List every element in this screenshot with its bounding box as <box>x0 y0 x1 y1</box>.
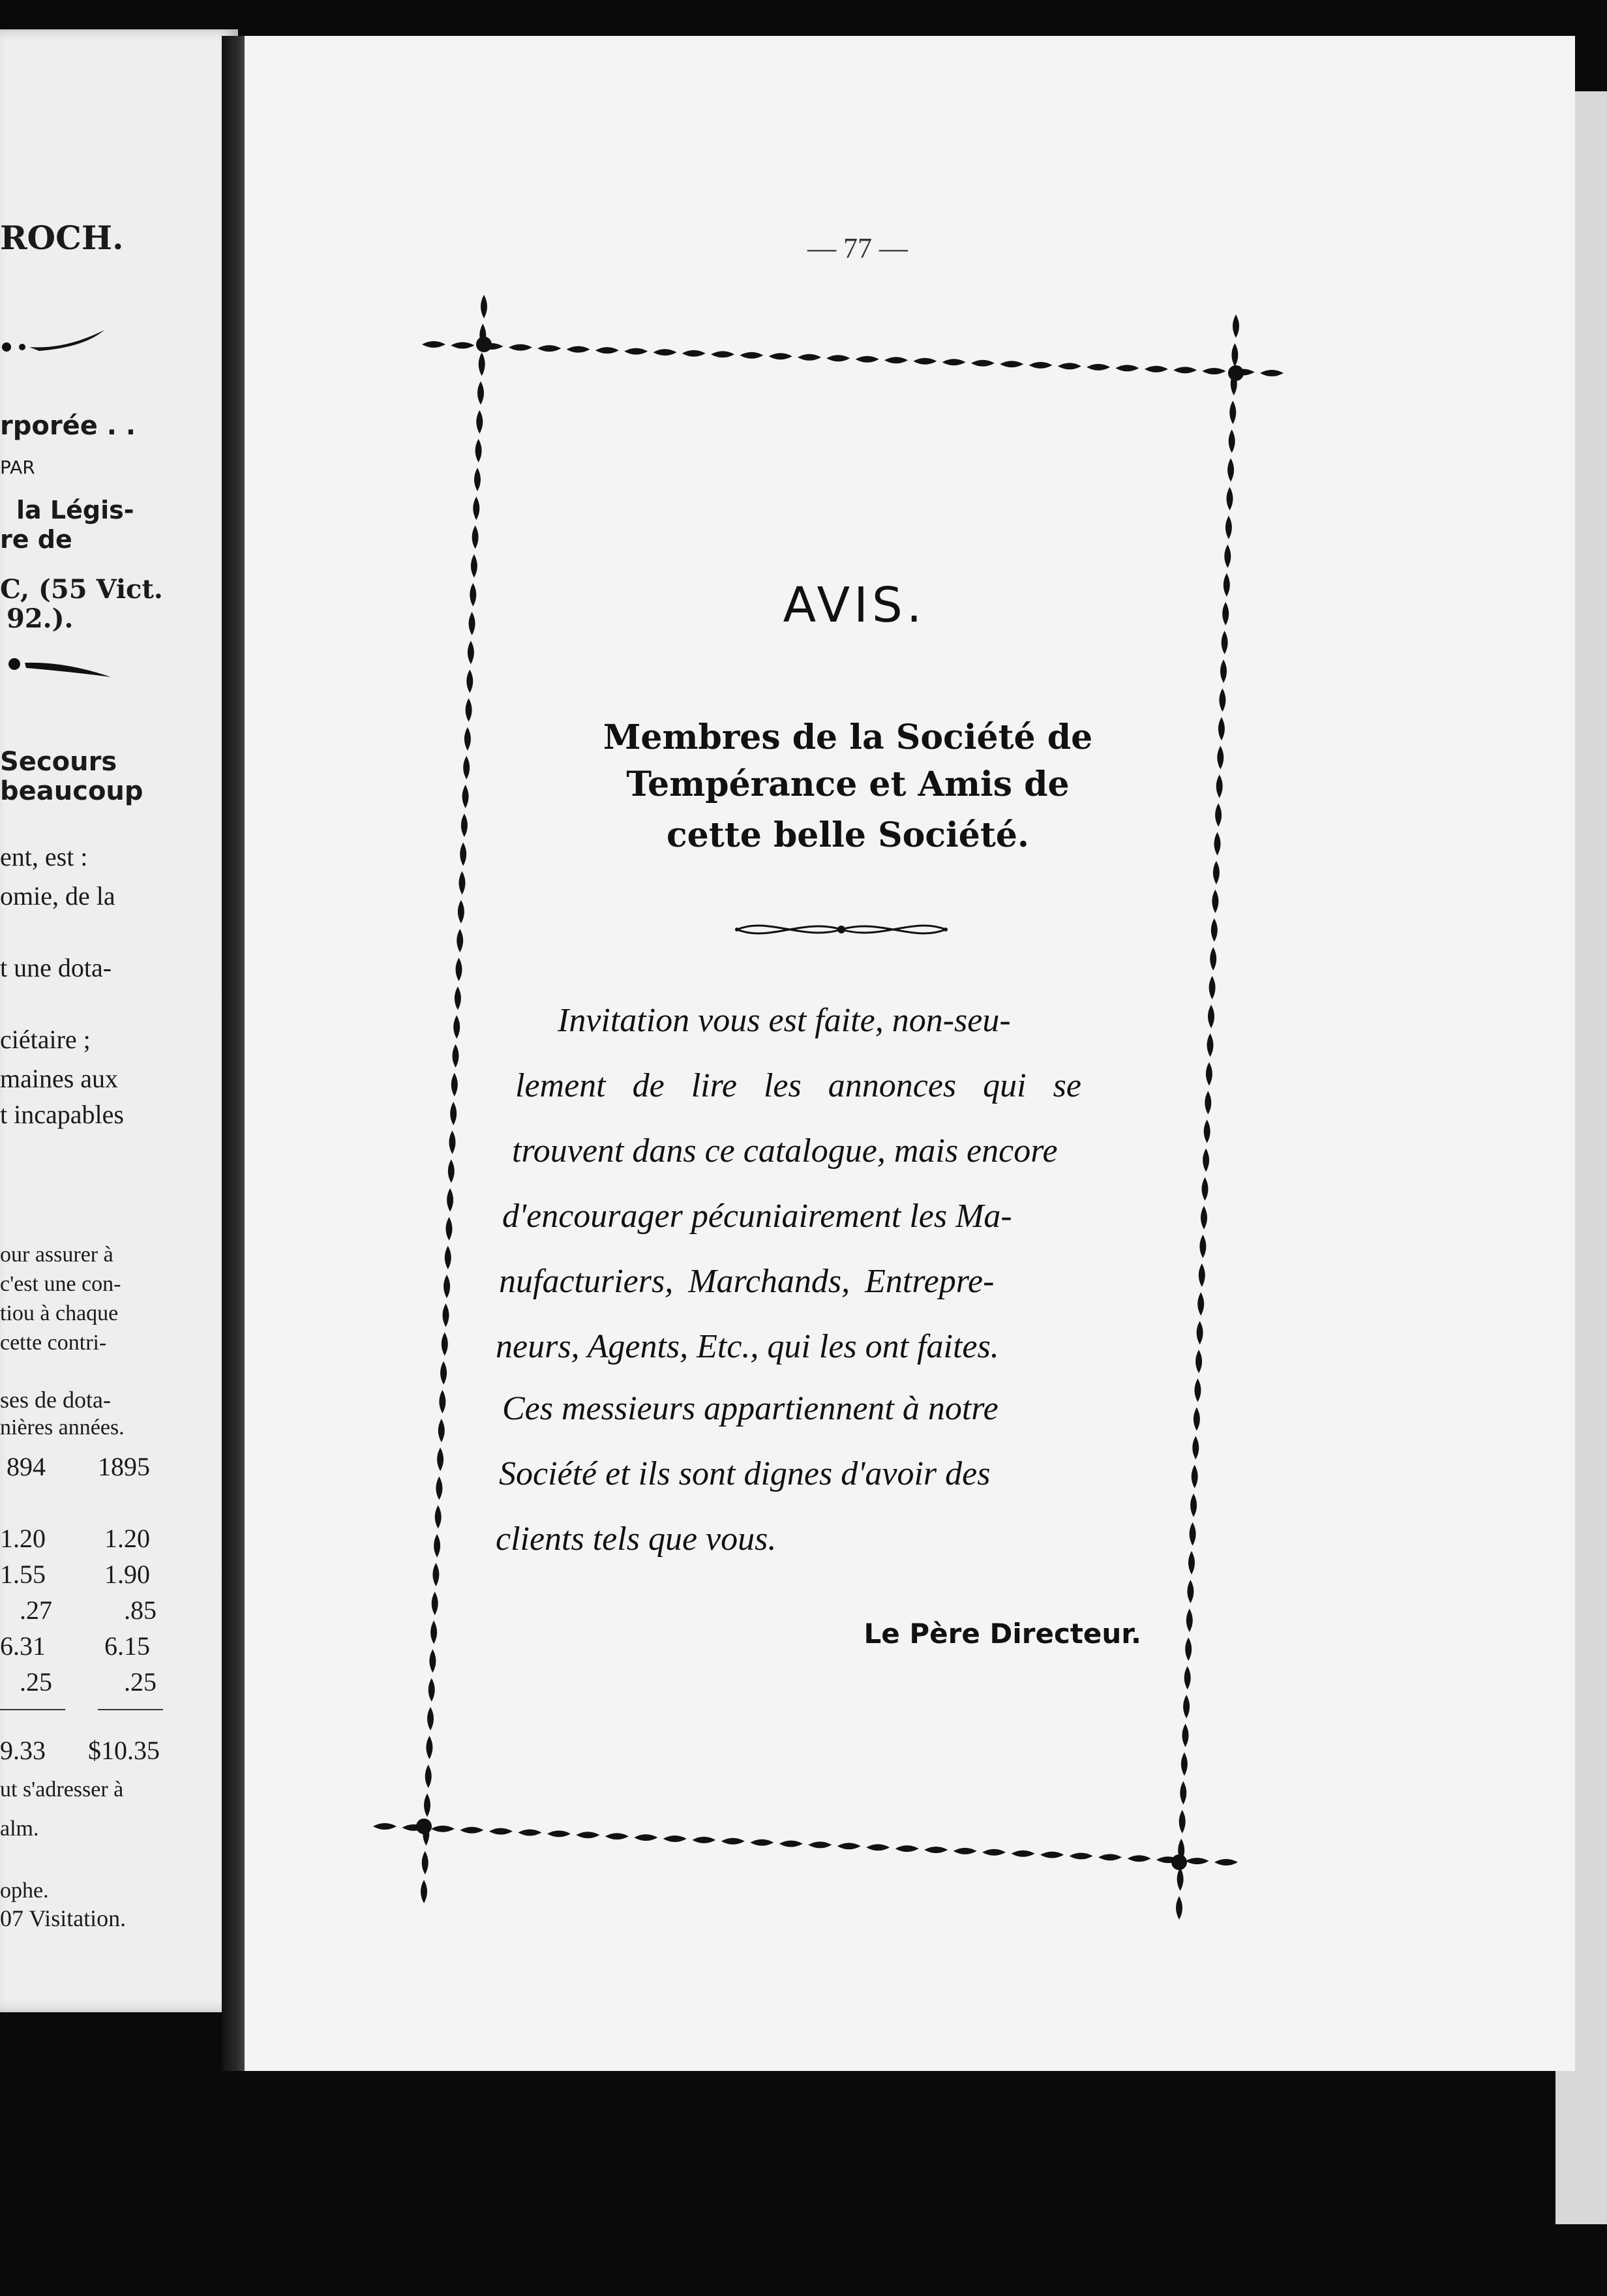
notice-title: AVIS. <box>783 577 926 633</box>
border-diamond <box>429 1650 436 1673</box>
border-diamond <box>924 1847 948 1853</box>
body-text-line: lement de lire les annonces qui se <box>515 1067 1081 1104</box>
body-text-line: nufacturiers, Marchands, Entrepre- <box>499 1263 995 1300</box>
border-diamond <box>443 1275 450 1298</box>
border-diamond <box>373 1823 397 1830</box>
left-line: 9.33 <box>0 1736 46 1765</box>
border-corner-dot <box>1171 1854 1187 1870</box>
left-line: ent, est : <box>0 842 88 871</box>
border-diamond <box>428 1678 435 1702</box>
border-diamond <box>446 1217 453 1241</box>
border-diamond <box>982 1849 1006 1856</box>
border-diamond <box>1207 1033 1214 1057</box>
border-diamond <box>1181 1753 1188 1776</box>
border-diamond <box>692 1837 715 1843</box>
border-diamond <box>451 1073 458 1096</box>
border-diamond <box>837 1843 861 1849</box>
border-diamond <box>470 583 476 607</box>
border-diamond <box>447 1188 453 1212</box>
border-diamond <box>624 348 648 355</box>
border-diamond <box>489 1828 513 1835</box>
left-line: cette contri- <box>0 1331 107 1355</box>
border-diamond <box>1209 976 1216 999</box>
border-diamond <box>826 355 850 361</box>
border-diamond <box>459 871 466 895</box>
border-diamond <box>440 1361 447 1385</box>
border-diamond <box>1000 361 1023 367</box>
border-diamond <box>1233 314 1239 338</box>
border-diamond <box>1229 400 1236 424</box>
border-diamond <box>1188 1551 1195 1575</box>
border-diamond <box>1179 1810 1186 1834</box>
border-diamond <box>1176 1896 1182 1920</box>
border-diamond <box>1214 832 1221 856</box>
border-diamond <box>422 1851 428 1875</box>
border-diamond <box>443 1303 449 1327</box>
border-diamond <box>1187 1580 1194 1603</box>
border-diamond <box>463 756 470 779</box>
border-diamond <box>1098 1854 1122 1860</box>
left-line: omie, de la <box>0 881 115 911</box>
border-diamond <box>547 1830 571 1837</box>
left-line: rporée . . <box>0 411 136 441</box>
left-line: alm. <box>0 1817 39 1841</box>
border-corner-dot <box>1228 365 1244 381</box>
border-diamond <box>1211 918 1218 942</box>
border-diamond <box>711 351 734 357</box>
border-diamond <box>567 346 590 353</box>
border-diamond <box>1202 1177 1209 1201</box>
border-diamond <box>634 1834 657 1841</box>
border-diamond <box>1213 861 1220 884</box>
left-line: 1895 <box>98 1452 150 1481</box>
border-diamond <box>469 612 475 635</box>
border-diamond <box>460 1827 483 1834</box>
subtitle-line: cette belle Société. <box>666 815 1030 855</box>
body-text-line: clients tels que vous. <box>496 1520 777 1558</box>
border-diamond <box>1195 1350 1202 1373</box>
border-diamond <box>509 344 532 351</box>
border-diamond <box>895 1845 919 1852</box>
border-diamond <box>1012 1850 1035 1857</box>
border-diamond <box>426 1736 432 1759</box>
border-corner-dot <box>476 337 492 352</box>
left-line: 894 <box>7 1452 46 1481</box>
border-diamond <box>1197 1292 1204 1316</box>
border-diamond <box>442 1333 448 1356</box>
border-diamond <box>1058 363 1081 369</box>
border-diamond <box>856 356 879 363</box>
border-diamond <box>450 1102 457 1125</box>
border-diamond <box>466 699 472 722</box>
border-diamond <box>451 342 474 349</box>
border-diamond <box>1218 717 1225 740</box>
border-diamond <box>476 410 483 434</box>
border-diamond <box>1217 746 1224 769</box>
page-number: — 77 — <box>807 232 908 264</box>
left-line: 1.90 <box>104 1560 150 1589</box>
border-diamond <box>1220 659 1227 683</box>
border-diamond <box>1216 775 1223 798</box>
border-diamond <box>468 641 474 664</box>
border-diamond <box>474 468 481 491</box>
border-diamond <box>1182 1724 1189 1747</box>
border-diamond <box>436 1477 442 1500</box>
border-diamond <box>1184 1666 1191 1689</box>
border-diamond <box>1227 459 1234 482</box>
signature: Le Père Directeur. <box>864 1618 1141 1650</box>
border-diamond <box>438 1419 445 1442</box>
border-diamond <box>1215 804 1222 827</box>
border-diamond <box>464 727 471 751</box>
left-line: c'est une con- <box>0 1272 121 1296</box>
border-diamond <box>477 382 484 405</box>
left-line: PAR <box>0 457 35 478</box>
border-diamond <box>1194 1408 1200 1431</box>
border-diamond <box>1227 487 1233 511</box>
border-diamond <box>1190 1494 1197 1517</box>
border-diamond <box>1199 1263 1205 1287</box>
border-diamond <box>479 352 485 376</box>
left-line: our assurer à <box>0 1243 113 1267</box>
border-diamond <box>437 1447 443 1471</box>
border-diamond <box>462 785 469 808</box>
border-diamond <box>1225 516 1232 539</box>
border-diamond <box>1145 366 1168 372</box>
left-line: t incapables <box>0 1100 124 1129</box>
border-diamond <box>1201 1206 1207 1230</box>
border-diamond <box>1190 1522 1196 1546</box>
border-diamond <box>884 357 908 363</box>
border-diamond <box>1192 1465 1198 1488</box>
left-line: beaucoup <box>0 776 143 806</box>
border-diamond <box>913 358 937 365</box>
border-diamond <box>750 1839 773 1846</box>
border-diamond <box>466 669 473 693</box>
border-diamond <box>1128 1855 1151 1862</box>
border-diamond <box>424 1794 430 1817</box>
border-diamond <box>1203 1149 1209 1172</box>
border-diamond <box>481 295 487 318</box>
left-line: ophe. <box>0 1879 49 1903</box>
border-diamond <box>1087 364 1110 370</box>
border-diamond <box>421 1880 427 1903</box>
border-diamond <box>1192 1436 1199 1460</box>
border-diamond <box>457 929 463 952</box>
border-diamond <box>1260 370 1284 376</box>
border-diamond <box>472 526 479 549</box>
border-diamond <box>576 1832 599 1838</box>
border-diamond <box>808 1841 832 1848</box>
border-diamond <box>456 958 462 981</box>
left-line: 1.55 <box>0 1560 46 1589</box>
body-text-line: Invitation vous est faite, non-seu- <box>558 1002 1011 1039</box>
left-line: ses de dota- <box>0 1387 111 1413</box>
left-line: .25 <box>124 1667 157 1697</box>
border-diamond <box>1202 368 1225 374</box>
left-line: 6.31 <box>0 1631 46 1661</box>
border-diamond <box>798 354 821 361</box>
border-diamond <box>458 900 464 924</box>
border-diamond <box>595 347 619 354</box>
border-diamond <box>1219 688 1225 712</box>
border-diamond <box>1229 429 1235 453</box>
border-diamond <box>1224 545 1231 568</box>
border-diamond <box>1206 1062 1212 1085</box>
border-diamond <box>432 1563 439 1586</box>
border-diamond <box>460 843 466 866</box>
border-diamond <box>1183 1695 1190 1718</box>
left-line: .85 <box>124 1595 157 1625</box>
left-line: tiou à chaque <box>0 1301 119 1325</box>
border-diamond <box>435 1505 442 1529</box>
left-line: ciétaire ; <box>0 1025 91 1054</box>
border-diamond <box>471 554 477 578</box>
border-diamond <box>1222 631 1228 654</box>
left-line: 6.15 <box>104 1631 150 1661</box>
border-diamond <box>1195 1378 1201 1402</box>
border-diamond <box>1199 1235 1206 1258</box>
left-line: ut s'adresser à <box>0 1777 124 1802</box>
border-diamond <box>425 1764 432 1788</box>
border-diamond <box>1070 1853 1093 1860</box>
subtitle-line: Membres de la Société de <box>603 718 1093 757</box>
border-diamond <box>942 359 966 365</box>
border-diamond <box>537 345 561 352</box>
border-diamond <box>1186 1609 1193 1632</box>
left-line: nières années. <box>0 1415 125 1440</box>
border-diamond <box>453 1016 460 1039</box>
border-diamond <box>682 350 706 357</box>
border-diamond <box>1210 947 1216 971</box>
border-diamond <box>1173 367 1197 373</box>
border-diamond <box>422 341 445 348</box>
flourish-ornament <box>730 910 952 949</box>
border-diamond <box>1231 343 1238 367</box>
border-diamond <box>971 360 995 367</box>
subtitle-line: Tempérance et Amis de <box>626 764 1070 804</box>
border-diamond <box>430 1620 437 1644</box>
border-diamond <box>473 496 479 520</box>
border-diamond <box>1208 1004 1214 1028</box>
border-diamond <box>605 1833 629 1839</box>
border-diamond <box>1224 573 1230 597</box>
left-line: re de <box>0 525 72 554</box>
border-diamond <box>1212 890 1218 913</box>
left-line: la Légis- <box>16 496 134 524</box>
left-line: .25 <box>20 1667 52 1697</box>
border-diamond <box>1205 1091 1211 1115</box>
border-diamond <box>434 1534 440 1558</box>
border-diamond <box>461 813 468 837</box>
border-diamond <box>1029 362 1053 369</box>
border-corner-dot <box>416 1819 432 1834</box>
left-line: 92.). <box>7 603 74 634</box>
border-diamond <box>448 1160 455 1183</box>
border-diamond <box>449 1130 456 1154</box>
body-text-line: Ces messieurs appartiennent à notre <box>502 1390 999 1427</box>
border-diamond <box>769 353 792 359</box>
body-text-line: trouvent dans ce catalogue, mais encore <box>512 1132 1058 1170</box>
left-line: Secours <box>0 747 117 777</box>
border-diamond <box>779 1841 803 1847</box>
border-diamond <box>1197 1321 1203 1344</box>
border-diamond <box>954 1848 977 1854</box>
border-diamond <box>445 1246 451 1269</box>
left-line: 1.20 <box>104 1524 150 1553</box>
border-diamond <box>866 1844 890 1850</box>
border-diamond <box>721 1838 745 1845</box>
left-line: t une dota- <box>0 953 112 982</box>
border-diamond <box>1222 602 1229 626</box>
border-diamond <box>518 1830 541 1836</box>
body-text-line: d'encourager pécuniairement les Ma- <box>502 1198 1012 1235</box>
border-diamond <box>1115 365 1139 371</box>
border-diamond <box>1185 1637 1192 1661</box>
border-diamond <box>1177 1867 1184 1891</box>
border-diamond <box>1180 1781 1186 1805</box>
border-diamond <box>1040 1852 1064 1858</box>
border-diamond <box>453 1044 459 1068</box>
body-text-line: neurs, Agents, Etc., qui les ont faites. <box>496 1328 999 1365</box>
border-diamond <box>740 352 763 359</box>
border-diamond <box>1186 1858 1209 1864</box>
border-diamond <box>1204 1120 1210 1143</box>
left-line: C, (55 Vict. <box>0 574 163 605</box>
left-line: $10.35 <box>88 1736 160 1765</box>
border-diamond <box>663 1835 687 1842</box>
left-line: ROCH. <box>0 219 124 257</box>
border-diamond <box>431 1826 455 1832</box>
border-diamond <box>475 439 482 462</box>
border-diamond <box>455 986 461 1010</box>
border-diamond <box>439 1390 445 1413</box>
left-line: maines aux <box>0 1064 119 1093</box>
left-line: .27 <box>20 1595 52 1625</box>
border-diamond <box>432 1592 438 1615</box>
border-diamond <box>427 1707 434 1730</box>
left-line: 07 Visitation. <box>0 1905 127 1931</box>
left-line: 1.20 <box>0 1524 46 1553</box>
border-diamond <box>653 349 677 355</box>
body-text-line: Société et ils sont dignes d'avoir des <box>499 1455 991 1492</box>
border-diamond <box>1214 1859 1238 1865</box>
